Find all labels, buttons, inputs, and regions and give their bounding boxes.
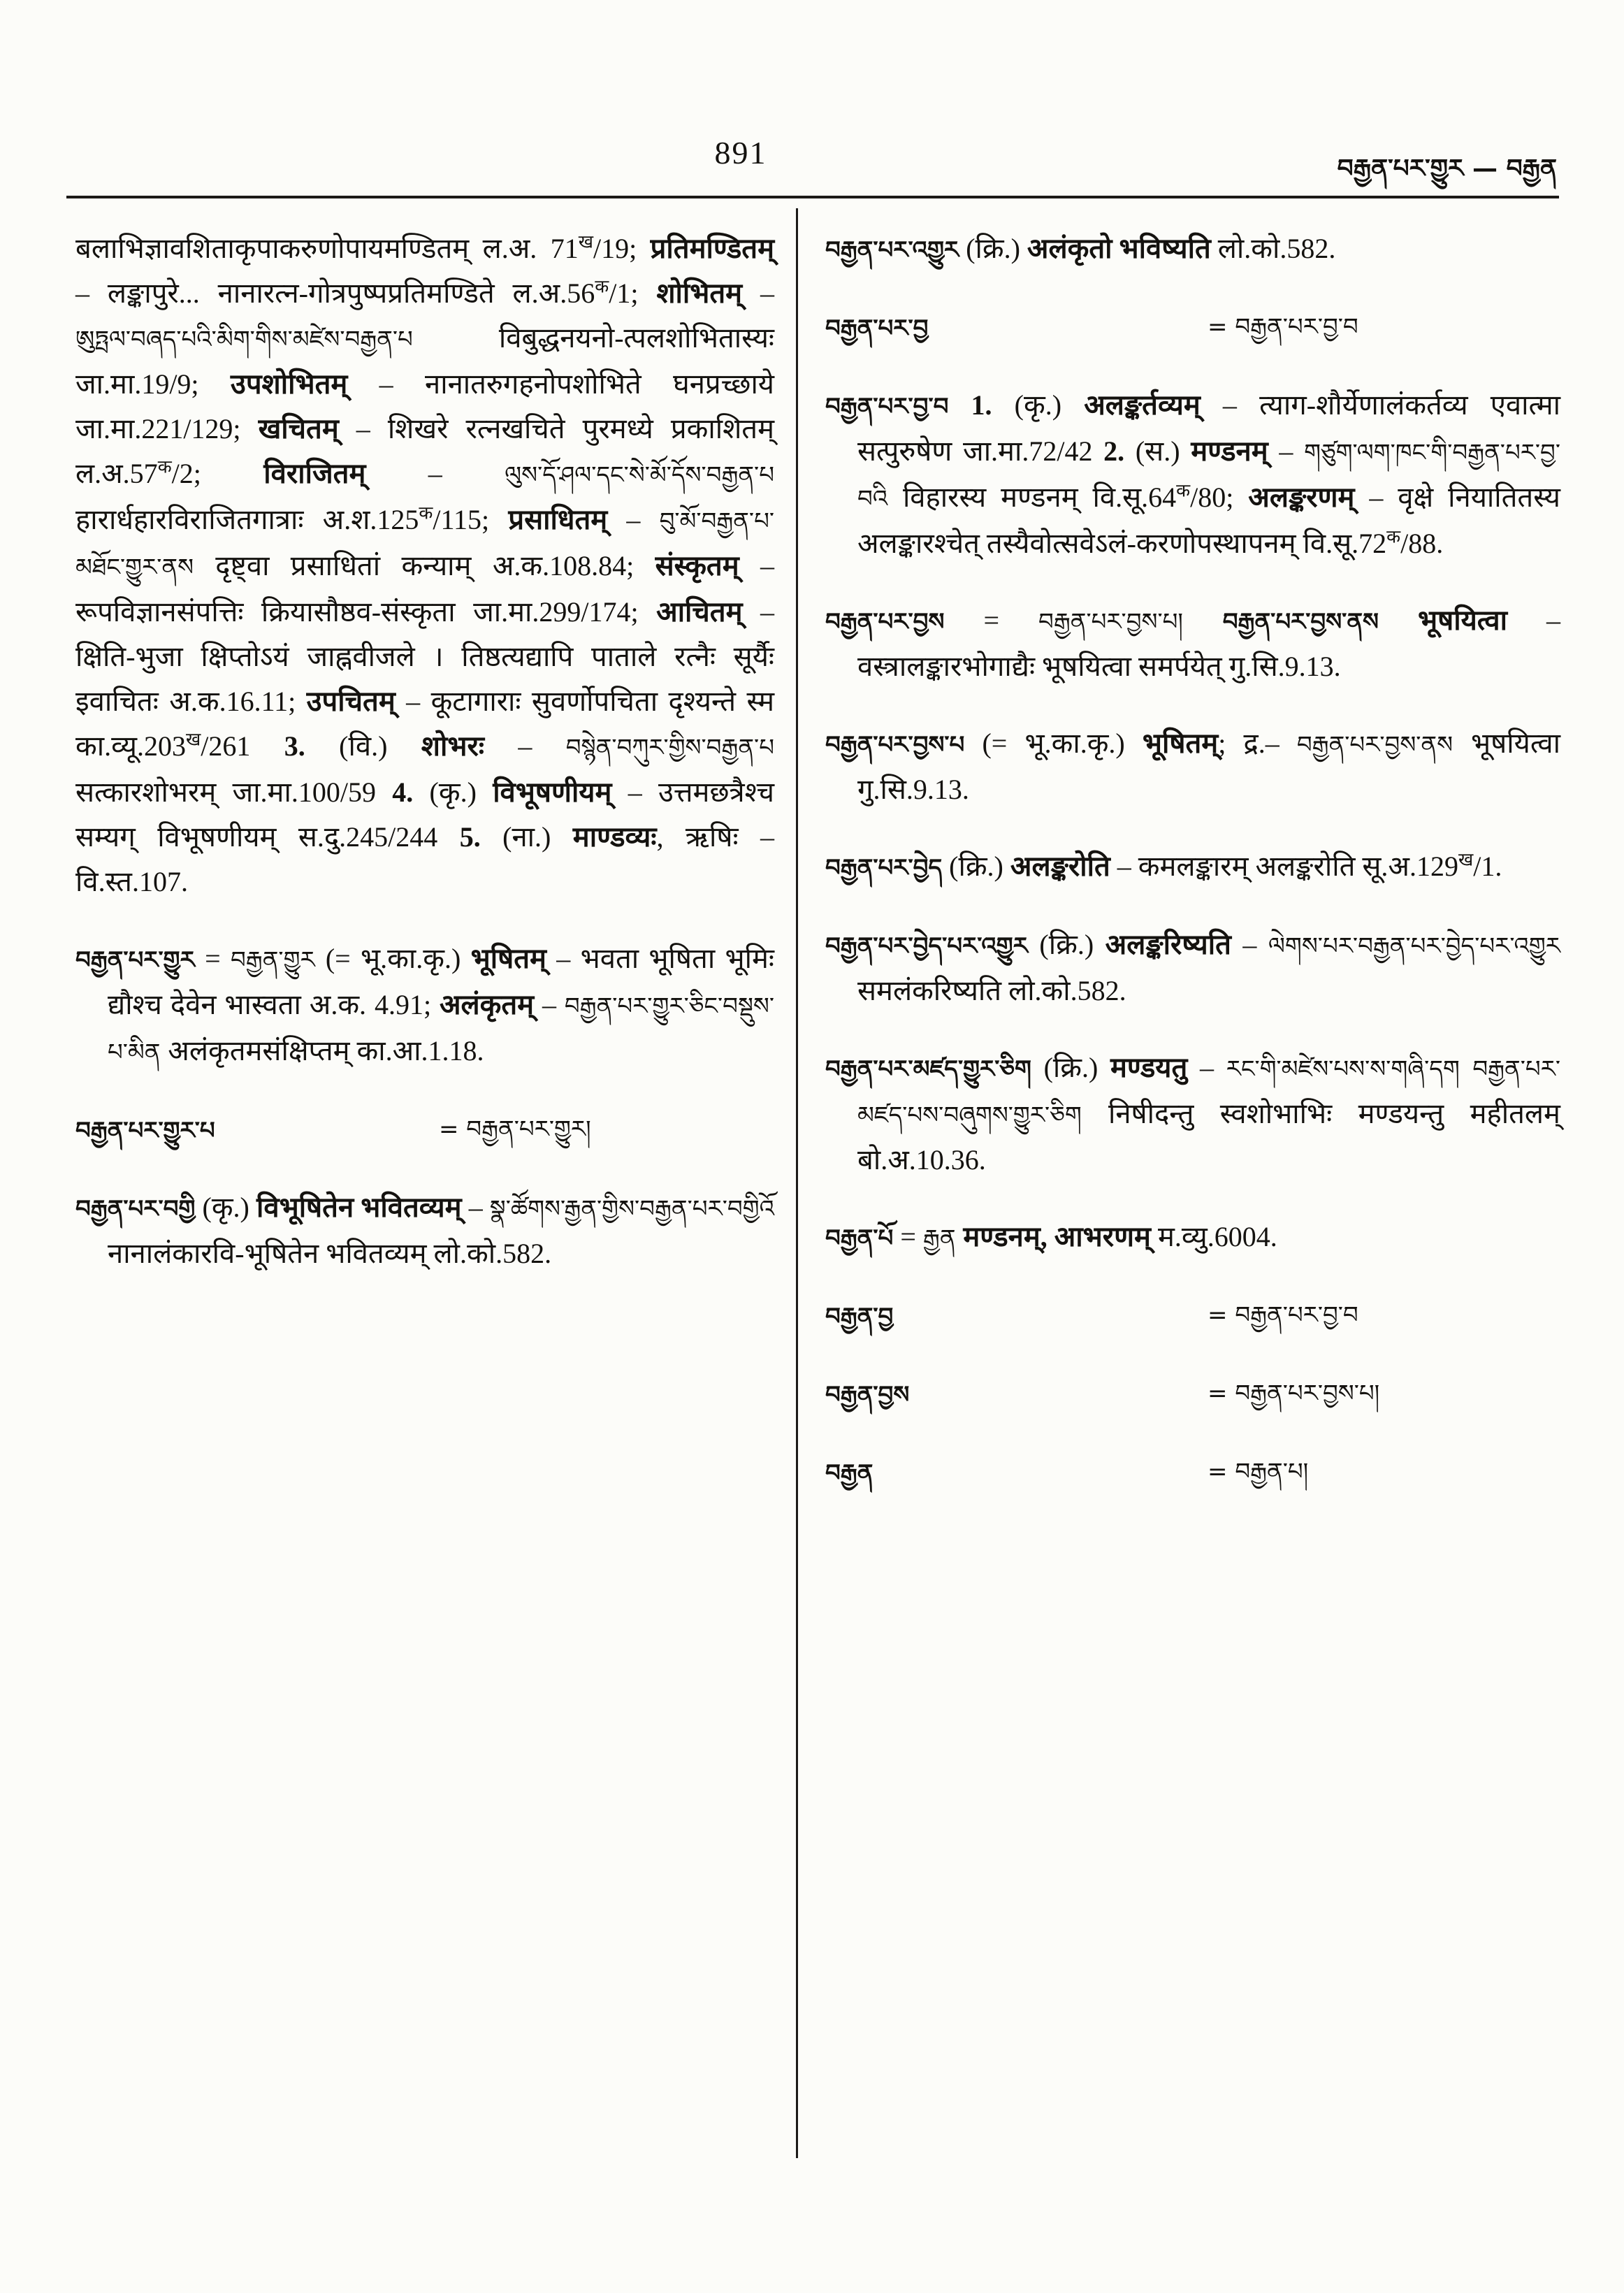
dictionary-entry [825, 1215, 1560, 1261]
dictionary-entry [825, 383, 1560, 566]
text-segment: विभूषितेन भवितव्यम् [256, 1192, 462, 1223]
text-segment: སྣ་ཚོགས་རྒྱན་གྱིས་བརྒྱན་པར་བགྱིའོ [489, 1195, 774, 1223]
text-segment: – क्षिति-भुजा क्षिप्तोऽयं जाह्नवीजले । तिष्ठत्यद्यापि पाताले रत्नैः सूर्यैः इवाचितः अ.क.16.11; [75, 596, 774, 717]
text-segment: /1; [609, 277, 657, 309]
dictionary-entry [825, 721, 1560, 812]
text-segment: प्रतिमण्डितम् [650, 233, 774, 264]
headword: བརྒྱན་པར་གྱུར [75, 946, 195, 974]
text-segment: बलाभिज्ञावशिताकृपाकरुणोपायमण्डितम् ल.अ. 71 [75, 233, 579, 264]
text-segment: मण्डनम्, आभरणम् [963, 1221, 1151, 1252]
text-segment: शोभितम् [656, 277, 743, 309]
dictionary-entry [75, 1107, 774, 1153]
text-segment: (= भू.का.कृ.) [964, 728, 1143, 759]
headword: བརྒྱན་བྱས [825, 1381, 910, 1409]
dictionary-entry [825, 844, 1560, 890]
headword: བརྒྱན་པར་བྱས [825, 608, 945, 636]
text-segment: ལུས་དོ་ཤལ་དང་སེ་མོ་དོས་བརྒྱན་པ [505, 461, 774, 489]
text-segment: = [944, 605, 1039, 636]
text-segment: /2; [171, 458, 264, 489]
text-segment: समलंकरिष्यति लो.को.582. [857, 975, 1126, 1006]
dictionary-entry [75, 226, 774, 904]
text-segment: གཙུག་ལག་ཁང་གི་བརྒྱན་པར་བྱ་བའི [857, 439, 1560, 513]
text-segment: – [484, 730, 566, 762]
dictionary-entry [825, 598, 1560, 689]
text-segment: माण्डव्यः [572, 821, 657, 853]
text-segment: 2. [1103, 435, 1125, 467]
text-segment: – उत्तमछत्रैश्च सम्यग् विभूषणीयम् स.दु.245/244 [75, 776, 774, 853]
headword: བརྒྱན [825, 1459, 873, 1487]
text-segment: – कमलङ्कारम् अलङ्करोति सू.अ.129 [1110, 851, 1458, 882]
text-segment: བརྒྱན་གྱུར [231, 946, 326, 974]
text-segment: क [157, 456, 172, 477]
text-segment: – [534, 989, 565, 1020]
text-segment: བརྒྱན་པར་མཛད་པས་བཞུགས་གྱུར་ཅིག [857, 1055, 1560, 1129]
text-segment: विहारस्य मण्डनम् वि.सू.64 [902, 482, 1177, 513]
headword: བརྒྱན་པར་འགྱུར [825, 236, 959, 264]
text-segment: /80; [1190, 482, 1249, 513]
text-segment: – [1187, 1052, 1226, 1083]
text-segment: – वृक्षे नियातितस्य अलङ्कारश्चेत् तस्यैवोत्सवेऽलं-करणोपस्थापनम् वि.सू.72 [857, 482, 1560, 559]
text-segment: – लङ्कापुरे... नानारत्न-गोत्रपुष्पप्रतिमण्डिते ल.अ.56 [75, 277, 595, 309]
dictionary-entry [75, 936, 774, 1075]
text-segment: 4. [392, 776, 414, 808]
text-segment: ख [1458, 849, 1474, 870]
headword: བརྒྱན་པར་བྱ་བ [825, 393, 949, 421]
text-segment: नानालंकारवि-भूषितेन भवितव्यम् लो.को.582. [108, 1238, 552, 1269]
text-segment: 5. [459, 821, 481, 853]
text-segment: अलङ्करोति [1010, 851, 1110, 882]
text-segment: – [607, 504, 660, 535]
text-segment: उपशोभितम् [230, 368, 348, 400]
column-divider [796, 208, 798, 2158]
text-segment: ལེགས་པར་བརྒྱན་པར་བྱེད་པར་འགྱུར [1268, 932, 1560, 960]
text-segment: भूषितम् [470, 943, 546, 974]
text-segment: विराजितम् [263, 458, 366, 489]
text-segment: – [461, 1192, 490, 1223]
text-segment: ཨུཏྤལ་བཞད་པའི་མིག་གིས་མཛེས་བརྒྱན་པ [75, 326, 499, 354]
text-segment: (स.) [1124, 435, 1191, 467]
text-segment: अलंकृतो भविष्यति [1027, 233, 1211, 264]
headword: བརྒྱན་པོ [825, 1224, 894, 1252]
left-column [75, 226, 774, 1308]
text-segment: (कृ.) [413, 776, 493, 808]
headword: བརྒྱན་པར་བྱེད་པར་འགྱུར [825, 932, 1028, 960]
text-segment: सत्कारशोभरम् जा.मा.100/59 [75, 776, 393, 808]
text-segment: = བརྒྱན་པ། [1208, 1458, 1309, 1486]
text-segment: आचितम् [656, 596, 743, 628]
headword: བརྒྱན་པར་བགྱི [75, 1195, 196, 1223]
text-segment: = བརྒྱན་པར་བྱས་པ། [1208, 1380, 1380, 1408]
text-segment: = [893, 1221, 923, 1252]
headword: བརྒྱན་པར་མཛད་གྱུར་ཅིག [825, 1055, 1031, 1083]
text-segment: (ना.) [480, 821, 573, 853]
text-segment: ; द्र.– [1218, 728, 1297, 759]
text-segment: – [365, 458, 505, 489]
text-segment: क [595, 276, 609, 297]
text-segment: (क्रि.) [1027, 929, 1105, 960]
dictionary-entry [75, 1185, 774, 1276]
text-segment [948, 389, 971, 421]
text-segment [1379, 605, 1418, 636]
text-segment: – [742, 277, 775, 309]
text-segment: अलङ्करिष्यति [1105, 929, 1231, 960]
text-segment: – रूपविज्ञानसंपत्तिः क्रियासौष्ठव-संस्कृता जा.मा.299/174; [75, 550, 775, 628]
text-segment: རང་གི་མཛེས་པས་ས་གཞི་དག [1226, 1055, 1473, 1083]
text-segment: संस्कृतम् [655, 550, 739, 581]
text-segment: म.व्यु.6004. [1150, 1221, 1277, 1252]
text-segment: ख [185, 729, 201, 750]
text-segment: = [194, 943, 231, 974]
text-segment: भूषयित्वा गु.सि.9.13. [857, 728, 1561, 805]
text-segment: क [419, 502, 433, 523]
text-segment: – त्याग-शौर्येणालंकर्तव्य एवात्मा सत्पुरुषेण जा.मा.72/42 [857, 389, 1560, 467]
right-column [825, 226, 1560, 1528]
headword: བརྒྱན་པར་བྱ [825, 314, 929, 342]
text-segment: བརྒྱན་པར་གྱུར་ཅིང་བསྡུས་པ་མིན [108, 992, 774, 1066]
dictionary-entry [825, 1293, 1560, 1339]
text-segment: भूषयित्वा [1417, 605, 1507, 636]
text-segment: भूषितम् [1142, 728, 1219, 759]
text-segment: /1. [1473, 851, 1502, 882]
text-segment: क [1386, 526, 1401, 547]
text-segment: = བརྒྱན་པར་གྱུར། [439, 1115, 591, 1143]
text-segment: བརྒྱན་པར་བྱས་པ། [1038, 608, 1223, 636]
text-segment: (कृ.) [992, 389, 1085, 421]
text-segment: विभूषणीयम् [493, 776, 612, 808]
text-segment: བསྙེན་བཀུར་གྱིས་བརྒྱན་པ [565, 734, 774, 762]
text-segment: ख [578, 231, 593, 252]
text-segment: /88. [1400, 528, 1444, 559]
text-segment: = བརྒྱན་པར་བྱ་བ [1208, 1301, 1358, 1329]
text-segment: अलङ्कर्तव्यम् [1084, 389, 1201, 421]
headword: བརྒྱན་པར་བྱས་པ [825, 731, 965, 759]
text-segment: अलंकृतमसंक्षिप्तम् का.आ.1.18. [168, 1035, 484, 1066]
headword: བརྒྱན་པར་གྱུར་པ [75, 1117, 215, 1145]
text-segment: लो.को.582. [1210, 233, 1336, 264]
text-segment: = བརྒྱན་པར་བྱ་བ [1208, 313, 1358, 341]
text-segment: 1. [971, 389, 992, 421]
text-segment: – [1231, 929, 1268, 960]
headword: བརྒྱན་པར་བྱས་ནས [1222, 608, 1379, 636]
dictionary-entry [825, 226, 1560, 273]
text-segment: (= भू.का.कृ.) [325, 943, 471, 974]
dictionary-entry [825, 1046, 1560, 1182]
text-segment: བུ་མོ་བརྒྱན་པ་མཐོང་གྱུར་ནས [75, 507, 775, 581]
text-segment: རྒྱན [922, 1224, 964, 1252]
dictionary-entry [825, 1371, 1560, 1417]
text-segment: दृष्ट्वा प्रसाधितां कन्याम् अ.क.108.84; [215, 550, 655, 581]
text-segment: खचितम् [258, 413, 339, 444]
text-segment: – नानातरुगहनोपशोभिते घनप्रच्छाये जा.मा.221/129; [75, 368, 775, 444]
dictionary-entry [825, 305, 1560, 351]
text-segment: – भवता भूषिता भूमिः द्यौश्च देवेन भास्वता अ.क. 4.91; [108, 943, 775, 1020]
text-segment: (क्रि.) [959, 233, 1027, 264]
text-segment: (क्रि.) [942, 851, 1010, 882]
text-segment: /261 [201, 730, 284, 762]
running-head: བརྒྱན་པར་གྱུར — བརྒྱན [1337, 154, 1557, 183]
text-segment: (क्रि.) [1031, 1052, 1110, 1083]
text-segment: शोभरः [421, 730, 484, 762]
text-segment: /115; [433, 504, 509, 535]
text-segment: བརྒྱན་པར་བྱས་ནས [1296, 731, 1472, 759]
text-segment: 3. [284, 730, 305, 762]
text-segment: (कृ.) [195, 1192, 256, 1223]
text-segment: क [1176, 480, 1191, 501]
text-segment: विबुद्धनयनो-त्पलशोभितास्यः जा.मा.19/9; [75, 322, 774, 400]
text-segment: मण्डनम् [1191, 435, 1268, 467]
headword: བརྒྱན་པར་བྱེད [825, 854, 943, 882]
text-segment: मण्डयतु [1110, 1052, 1188, 1083]
text-segment: – कूटागाराः सुवर्णोपचिता दृश्यन्ते स्म का.व्यू.203 [75, 686, 774, 762]
text-segment: हारार्धहारविराजितगात्राः अ.श.125 [75, 504, 419, 535]
text-segment: अलङ्करणम् [1248, 482, 1355, 513]
text-segment: उपचितम् [306, 686, 396, 717]
headword: བརྒྱན་བྱ [825, 1303, 894, 1331]
text-segment: (वि.) [305, 730, 421, 762]
text-segment: , ऋषिः – वि.स्त.107. [75, 821, 774, 897]
page-number: 891 [714, 135, 767, 171]
header-rule [66, 196, 1559, 198]
text-segment: – वस्त्रालङ्कारभोगाद्यैः भूषयित्वा समर्पयेत् गु.सि.9.13. [857, 605, 1561, 682]
text-segment: अलंकृतम् [439, 989, 535, 1020]
text-segment: – [1268, 435, 1305, 467]
dictionary-entry [825, 923, 1560, 1013]
text-segment: – शिखरे रत्नखचिते पुरमध्ये प्रकाशितम् ल.अ.57 [75, 413, 775, 489]
text-segment: प्रसाधितम् [508, 504, 608, 535]
dictionary-entry [825, 1449, 1560, 1496]
text-segment: निषीदन्तु स्वशोभाभिः मण्डयन्तु महीतलम् बो.अ.10.36. [857, 1098, 1560, 1176]
text-segment: /19; [593, 233, 651, 264]
